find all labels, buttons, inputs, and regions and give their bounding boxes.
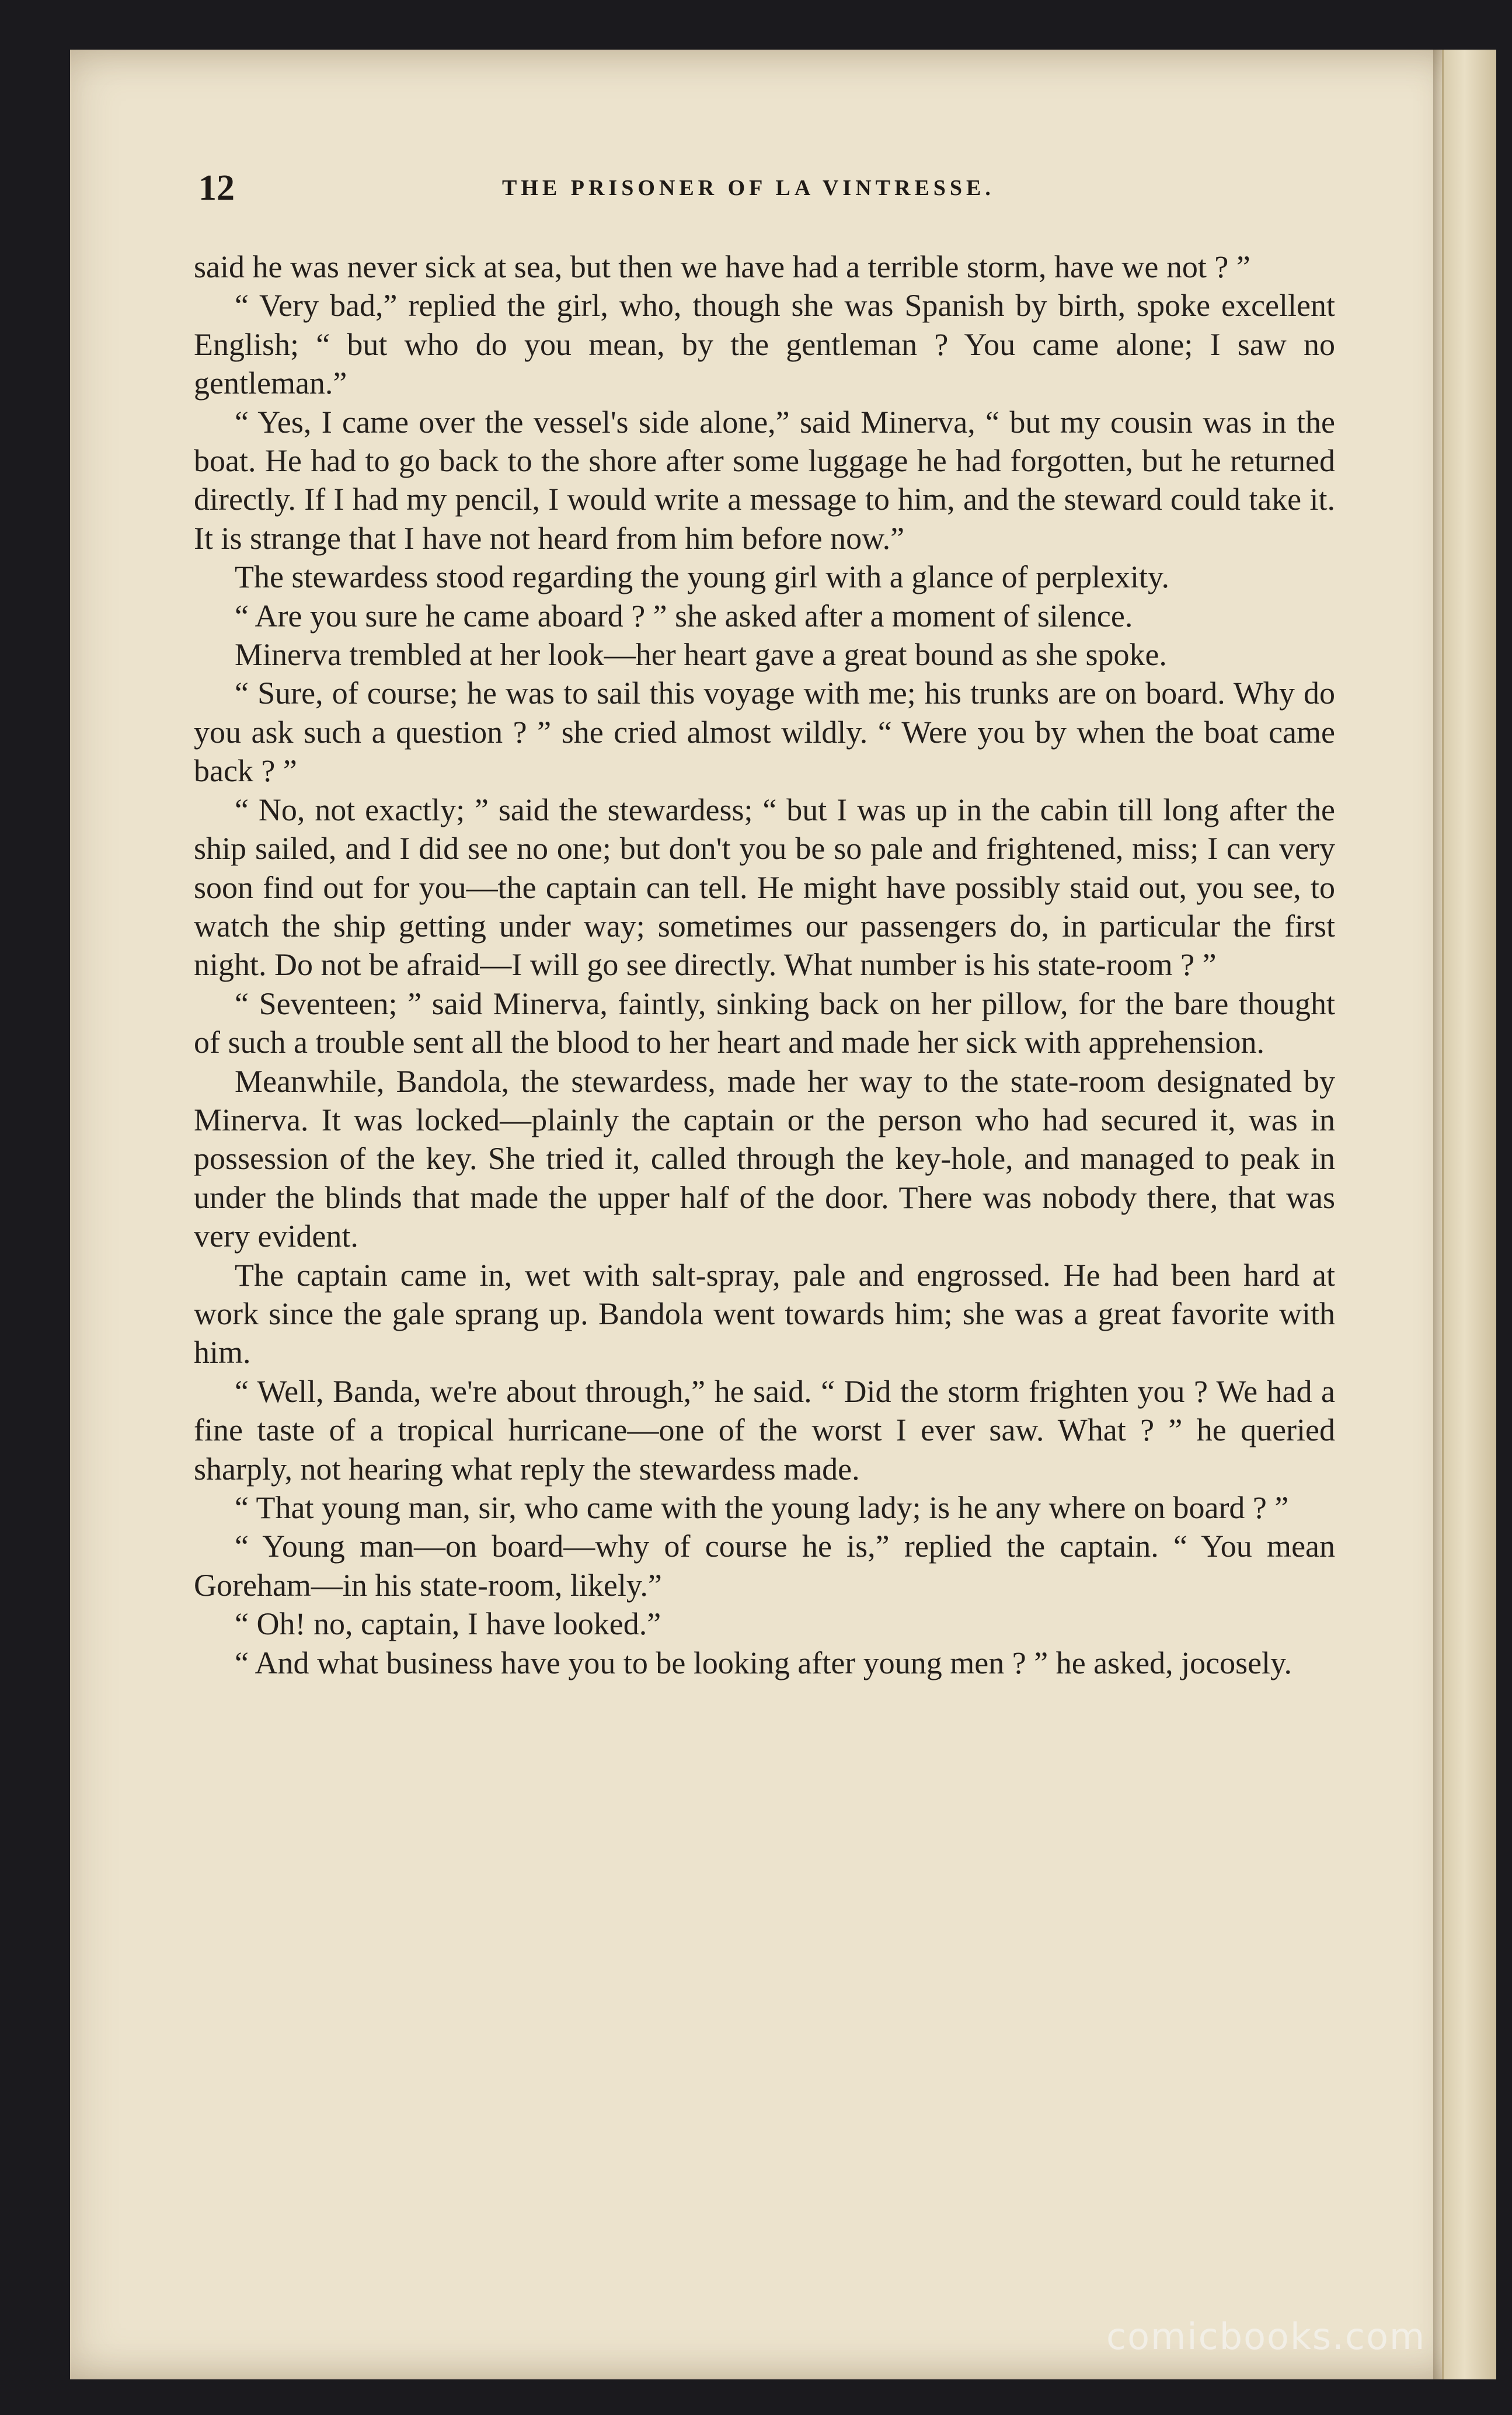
paragraph: Minerva trembled at her look—her heart gave a great bound as she spoke. <box>235 637 1167 673</box>
body-text <box>194 248 1335 1682</box>
paragraph: “ Well, Banda, we're about through,” he said. “ Did the storm frighten you ? We had a fine taste of a tropical hurricane—one of the worst I ever saw. What ? ” he queried sharply, not hearing what reply the stewardess made. <box>194 1373 1335 1487</box>
running-title: THE PRISONER OF LA VINTRESSE. <box>502 176 995 200</box>
paragraph: “ That young man, sir, who came with the young lady; is he any where on board ? ” <box>235 1490 1289 1525</box>
paragraph: “ Young man—on board—why of course he is,” replied the captain. “ You mean Goreham—in his state-room, likely.” <box>194 1529 1335 1603</box>
paragraph: “ No, not exactly; ” said the stewardess; “ but I was up in the cabin till long after the ship sailed, and I did see no one; but don't you be so pale and frightened, miss; I can very soon find out for you—the captain can tell. He might have possibly staid out, you see, to watch the ship getting under way; sometimes our passengers do, in particular the first night. Do not be afraid—I will go see directly. What number is his state-room ? ” <box>194 792 1335 983</box>
watermark: comicbooks.com <box>1106 2315 1426 2358</box>
paragraph: Meanwhile, Bandola, the stewardess, made her way to the state-room designated by Minerva. It was locked—plainly the captain or the person who had secured it, was in possession of the key. She tried it, called through the key-hole, and managed to peak in under the blinds that made the upper half of the door. There was nobody there, that was very evident. <box>194 1063 1335 1254</box>
paragraph: “ And what business have you to be looking after young men ? ” he asked, jocosely. <box>235 1645 1292 1680</box>
paragraph: “ Sure, of course; he was to sail this voyage with me; his trunks are on board. Why do you ask such a question ? ” she cried almost wildly. “ Were you by when the boat came back ? ” <box>194 676 1335 789</box>
facing-page-edge <box>1442 50 1496 2379</box>
paragraph: “ Yes, I came over the vessel's side alone,” said Minerva, “ but my cousin was in the boat. He had to go back to the shore after some luggage he had forgotten, but he returned directly. If I had my pencil, I would write a message to him, and the steward could take it. It is strange that I have not heard from him before now.” <box>194 404 1335 556</box>
paragraph: The captain came in, wet with salt-spray, pale and engrossed. He had been hard at work since the gale sprang up. Bandola went towards him; she was a great favorite with him. <box>194 1257 1335 1370</box>
paragraph: “ Very bad,” replied the girl, who, though she was Spanish by birth, spoke excellent English; “ but who do you mean, by the gentleman ? You came alone; I saw no gentleman.” <box>194 288 1335 401</box>
running-head <box>198 165 1337 211</box>
paragraph: “ Seventeen; ” said Minerva, faintly, sinking back on her pillow, for the bare thought of such a trouble sent all the blood to her heart and made her sick with apprehension. <box>194 986 1335 1060</box>
paragraph: The stewardess stood regarding the young girl with a glance of perplexity. <box>235 559 1170 595</box>
paragraph: “ Are you sure he came aboard ? ” she asked after a moment of silence. <box>235 598 1133 634</box>
page-number: 12 <box>198 168 235 208</box>
paragraph: “ Oh! no, captain, I have looked.” <box>235 1606 661 1642</box>
paragraph: said he was never sick at sea, but then we have had a terrible storm, have we not ? ” <box>194 249 1250 284</box>
